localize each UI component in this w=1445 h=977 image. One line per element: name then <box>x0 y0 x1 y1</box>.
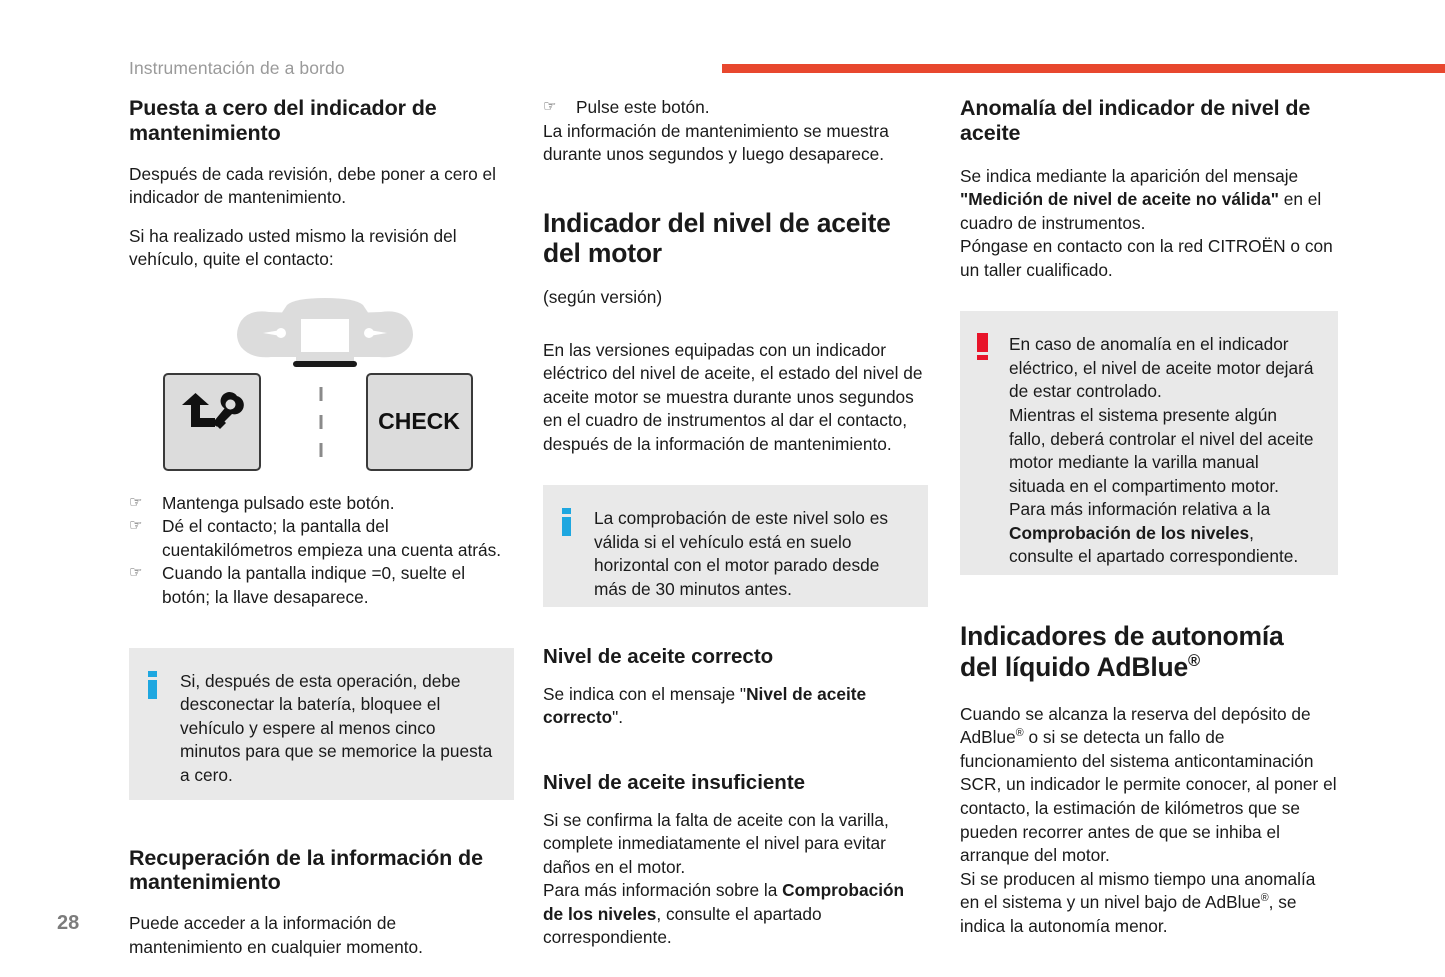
middle-paragraph-5 <box>543 879 928 950</box>
registered-trademark-icon: ® <box>1260 892 1269 905</box>
right-paragraph-4-b: , se indica la autonomía menor. <box>960 892 1297 936</box>
left-paragraph-3: Puede acceder a la información de mantenimiento en cualquier momento. <box>129 913 423 957</box>
right-warning-text-3-bold: Comprobación de los niveles <box>1009 522 1250 543</box>
middle-column <box>543 96 928 950</box>
spacer <box>129 610 514 648</box>
left-steps-list <box>129 492 514 610</box>
right-paragraph-1-pre: Se indica mediante la aparición del mensaje <box>960 165 1299 186</box>
middle-paragraph-2: En las versiones equipadas con un indicador eléctrico del nivel de aceite, el estado del nivel de aceite motor se muestra durante unos segundos en el cuadro de instrumentos al dar el contacto, después de la información de mantenimiento. <box>543 339 923 454</box>
middle-paragraph-1: La información de mantenimiento se muestra durante unos segundos y luego desaparece. <box>543 120 889 165</box>
list-item-label: Mantenga pulsado este botón. <box>162 492 395 513</box>
check-button-label: CHECK <box>378 407 460 434</box>
hand-bullet-icon: ☞ <box>543 98 557 115</box>
spacer <box>960 297 1338 311</box>
middle-version-note: (según versión) <box>543 287 663 308</box>
right-paragraph-3-a: Cuando se alcanza la reserva del depósito de AdBlue <box>960 703 1311 748</box>
middle-section-heading: Indicador del nivel de aceite del motor <box>543 207 891 269</box>
middle-paragraph-3-post: ". <box>612 707 624 728</box>
right-paragraph-1-post: en el cuadro de instrumentos. <box>960 189 1322 233</box>
list-item <box>129 515 514 562</box>
spacer <box>543 745 928 771</box>
diagram-svg <box>129 287 514 472</box>
right-section-heading-2-line2: del líquido AdBlue <box>960 652 1189 683</box>
right-paragraph-4 <box>960 868 1338 939</box>
instrument-cluster-buttons-diagram <box>129 287 514 472</box>
list-item <box>129 562 514 609</box>
middle-paragraph-4: Si se confirma la falta de aceite con la varilla, complete inmediatamente el nivel para evitar daños en el motor. <box>543 809 889 877</box>
left-info-callout <box>129 648 514 800</box>
left-column <box>129 96 514 959</box>
page-header <box>0 0 1445 92</box>
middle-info-callout-text: La comprobación de este nivel solo es válida si el vehículo está en suelo horizontal con el motor parado desde más de 30 minutos antes. <box>594 508 888 599</box>
page-number: 28 <box>57 912 80 934</box>
right-paragraph-3-b: o si se detecta un fallo de funcionamiento del sistema anticontaminación SCR, un indicador le permite conocer, al poner el contacto, la estimación de kilómetros que se pueden recorrer antes de que se inhiba el arranque del motor. <box>960 727 1337 866</box>
spacer <box>960 575 1338 621</box>
list-item-label: Dé el contacto; la pantalla del cuentakilómetros empieza una cuenta atrás. <box>162 516 502 560</box>
right-paragraph-2: Póngase en contacto con la red CITROËN o con un taller cualificado. <box>960 236 1333 280</box>
left-info-callout-text: Si, después de esta operación, debe desconectar la batería, bloquee el vehículo y espere al menos cinco minutos para que se memorice la puesta a cero. <box>180 670 493 785</box>
middle-paragraph-5-post: , consulte el apartado correspondiente. <box>543 903 822 948</box>
hand-bullet-icon: ☞ <box>129 517 143 535</box>
right-section-heading: Anomalía del indicador de nivel de aceite <box>960 96 1311 145</box>
check-button <box>367 374 472 470</box>
middle-paragraph-5-pre: Para más información sobre la <box>543 880 783 901</box>
left-section-heading-2: Recuperación de la información de mantenimiento <box>129 845 483 895</box>
hand-bullet-icon: ☞ <box>129 493 143 511</box>
right-warning-text-2: Mientras el sistema presente algún fallo, deberá controlar el nivel del aceite motor mediante la varilla manual situada en el compartimento motor. <box>1009 405 1314 496</box>
right-warning-text-3-post: , consulte el apartado correspondiente. <box>1009 522 1299 567</box>
registered-trademark-icon: ® <box>1188 652 1200 671</box>
info-icon <box>562 508 571 536</box>
list-item <box>129 492 514 516</box>
middle-step-item <box>543 96 928 120</box>
spacer <box>543 607 928 645</box>
list-item-label: Cuando la pantalla indique =0, suelte el botón; la llave desaparece. <box>162 563 466 607</box>
warning-icon <box>977 333 988 360</box>
right-warning-text-3 <box>1009 499 1298 566</box>
info-icon <box>148 671 157 699</box>
middle-paragraph-3-pre: Se indica con el mensaje " <box>543 683 747 704</box>
right-warning-text-1: En caso de anomalía en el indicador eléctrico, el nivel de aceite motor dejará de estar controlado. <box>1009 334 1314 402</box>
right-section-heading-2-line1: Indicadores de autonomía <box>960 621 1284 652</box>
right-warning-text-3-pre: Para más información relativa a la <box>1009 499 1271 520</box>
right-paragraph-1-bold: "Medición de nivel de aceite no válida" <box>960 189 1279 210</box>
middle-paragraph-3 <box>543 683 928 730</box>
reset-maintenance-button <box>164 374 260 470</box>
right-section-heading-2 <box>960 621 1338 682</box>
spacer <box>543 471 928 485</box>
instrument-cluster-silhouette <box>237 298 413 367</box>
spacer <box>543 325 928 339</box>
right-warning-callout-body <box>978 333 1318 568</box>
right-paragraph-3 <box>960 703 1338 868</box>
spacer <box>129 800 514 846</box>
header-rule <box>722 64 1445 73</box>
middle-sub-heading-2: Nivel de aceite insuficiente <box>543 770 806 794</box>
right-column <box>960 96 1338 938</box>
middle-step-label: Pulse este botón. <box>576 97 710 117</box>
middle-sub-heading-1: Nivel de aceite correcto <box>543 645 774 669</box>
registered-trademark-icon: ® <box>1015 727 1024 740</box>
right-paragraph-4-a: Si se producen al mismo tiempo una anomalía en el sistema y un nivel bajo de AdBlue <box>960 868 1316 913</box>
middle-paragraph-3-bold: Nivel de aceite correcto <box>543 683 867 728</box>
hand-bullet-icon: ☞ <box>129 564 143 582</box>
right-paragraph-1 <box>960 165 1338 236</box>
left-paragraph-2: Si ha realizado usted mismo la revisión del vehículo, quite el contacto: <box>129 225 457 270</box>
left-section-heading: Puesta a cero del indicador de mantenimiento <box>129 96 437 145</box>
spacer <box>543 182 928 208</box>
middle-info-callout <box>543 485 928 607</box>
middle-paragraph-5-bold: Comprobación de los niveles <box>543 880 905 924</box>
left-paragraph-1: Después de cada revisión, debe poner a cero el indicador de mantenimiento. <box>129 163 496 208</box>
breadcrumb: Instrumentación de a bordo <box>129 58 345 78</box>
right-warning-callout <box>960 311 1338 575</box>
